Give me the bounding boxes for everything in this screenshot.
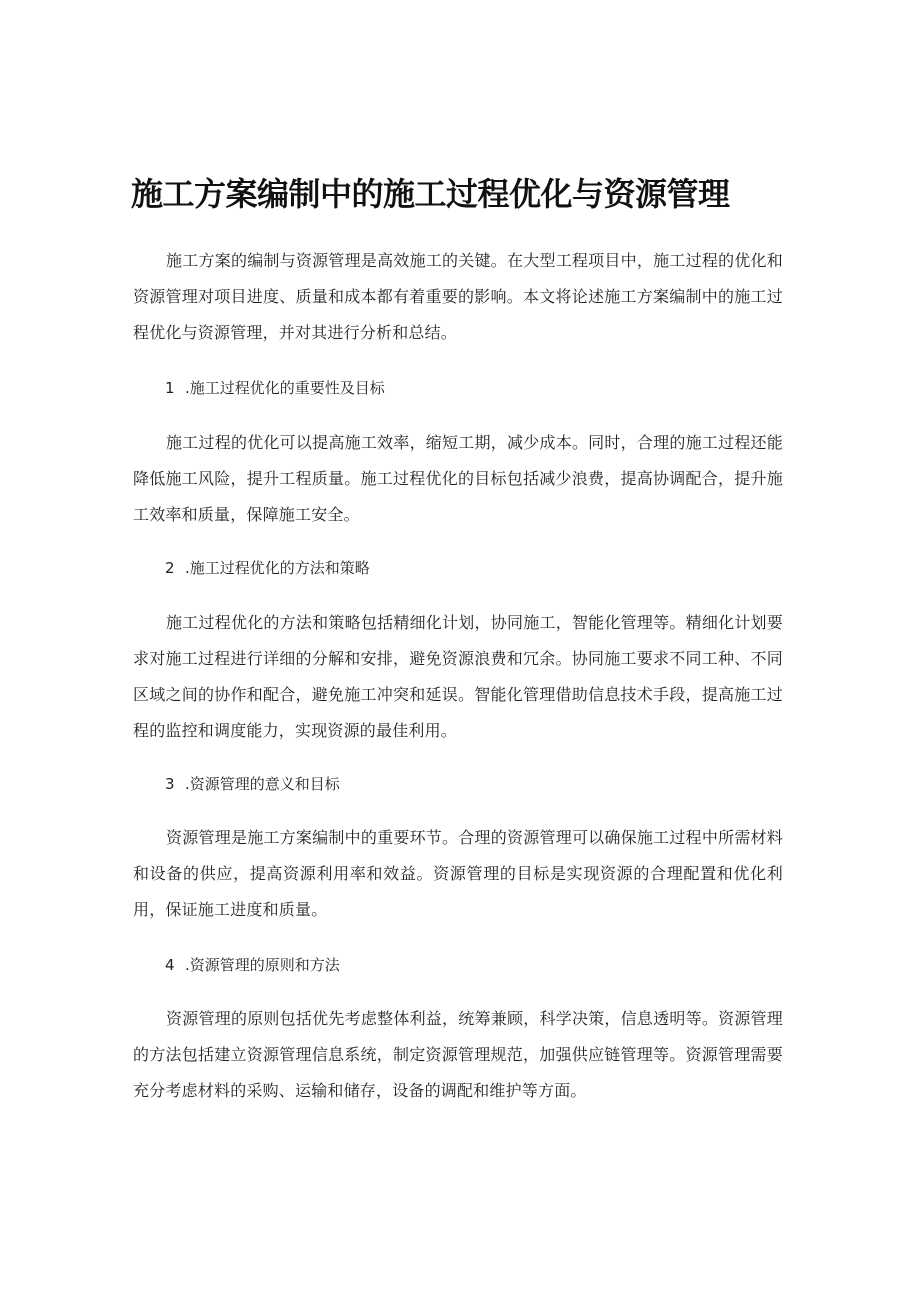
section-number: 1 [165,379,175,397]
section-number: 2 [165,559,175,577]
section-body-2: 施工过程优化的方法和策略包括精细化计划，协同施工，智能化管理等。精细化计划要求对施工过程进行详细的分解和安排，避免资源浪费和冗余。协同施工要求不同工种、不同区域之间的协作和配合，避免施工冲突和延误。智能化管理借助信息技术手段，提高施工过程的监控和调度能力，实现资源的最佳利用。 [133,613,783,740]
section-heading-1 [165,376,385,400]
section-heading-2 [165,556,370,580]
section-number: 3 [165,775,175,793]
section-heading-text: .施工过程优化的重要性及目标 [185,379,385,397]
section-number: 4 [165,956,175,974]
section-heading-3 [165,772,340,796]
section-heading-4 [165,953,340,977]
section-body-4: 资源管理的原则包括优先考虑整体利益，统筹兼顾，科学决策，信息透明等。资源管理的方法包括建立资源管理信息系统，制定资源管理规范，加强供应链管理等。资源管理需要充分考虑材料的采购、运输和储存，设备的调配和维护等方面。 [133,1009,783,1100]
section-heading-text: .资源管理的意义和目标 [185,775,340,793]
section-body-3: 资源管理是施工方案编制中的重要环节。合理的资源管理可以确保施工过程中所需材料和设备的供应，提高资源利用率和效益。资源管理的目标是实现资源的合理配置和优化利用，保证施工进度和质量。 [133,828,783,919]
section-body-1: 施工过程的优化可以提高施工效率，缩短工期，减少成本。同时，合理的施工过程还能降低施工风险，提升工程质量。施工过程优化的目标包括减少浪费，提高协调配合，提升施工效率和质量，保障施工安全。 [133,433,783,524]
section-heading-text: .施工过程优化的方法和策略 [185,559,370,577]
intro-paragraph: 施工方案的编制与资源管理是高效施工的关键。在大型工程项目中，施工过程的优化和资源管理对项目进度、质量和成本都有着重要的影响。本文将论述施工方案编制中的施工过程优化与资源管理，并对其进行分析和总结。 [133,251,783,342]
document-title: 施工方案编制中的施工过程优化与资源管理 [131,175,730,213]
section-heading-text: .资源管理的原则和方法 [185,956,340,974]
